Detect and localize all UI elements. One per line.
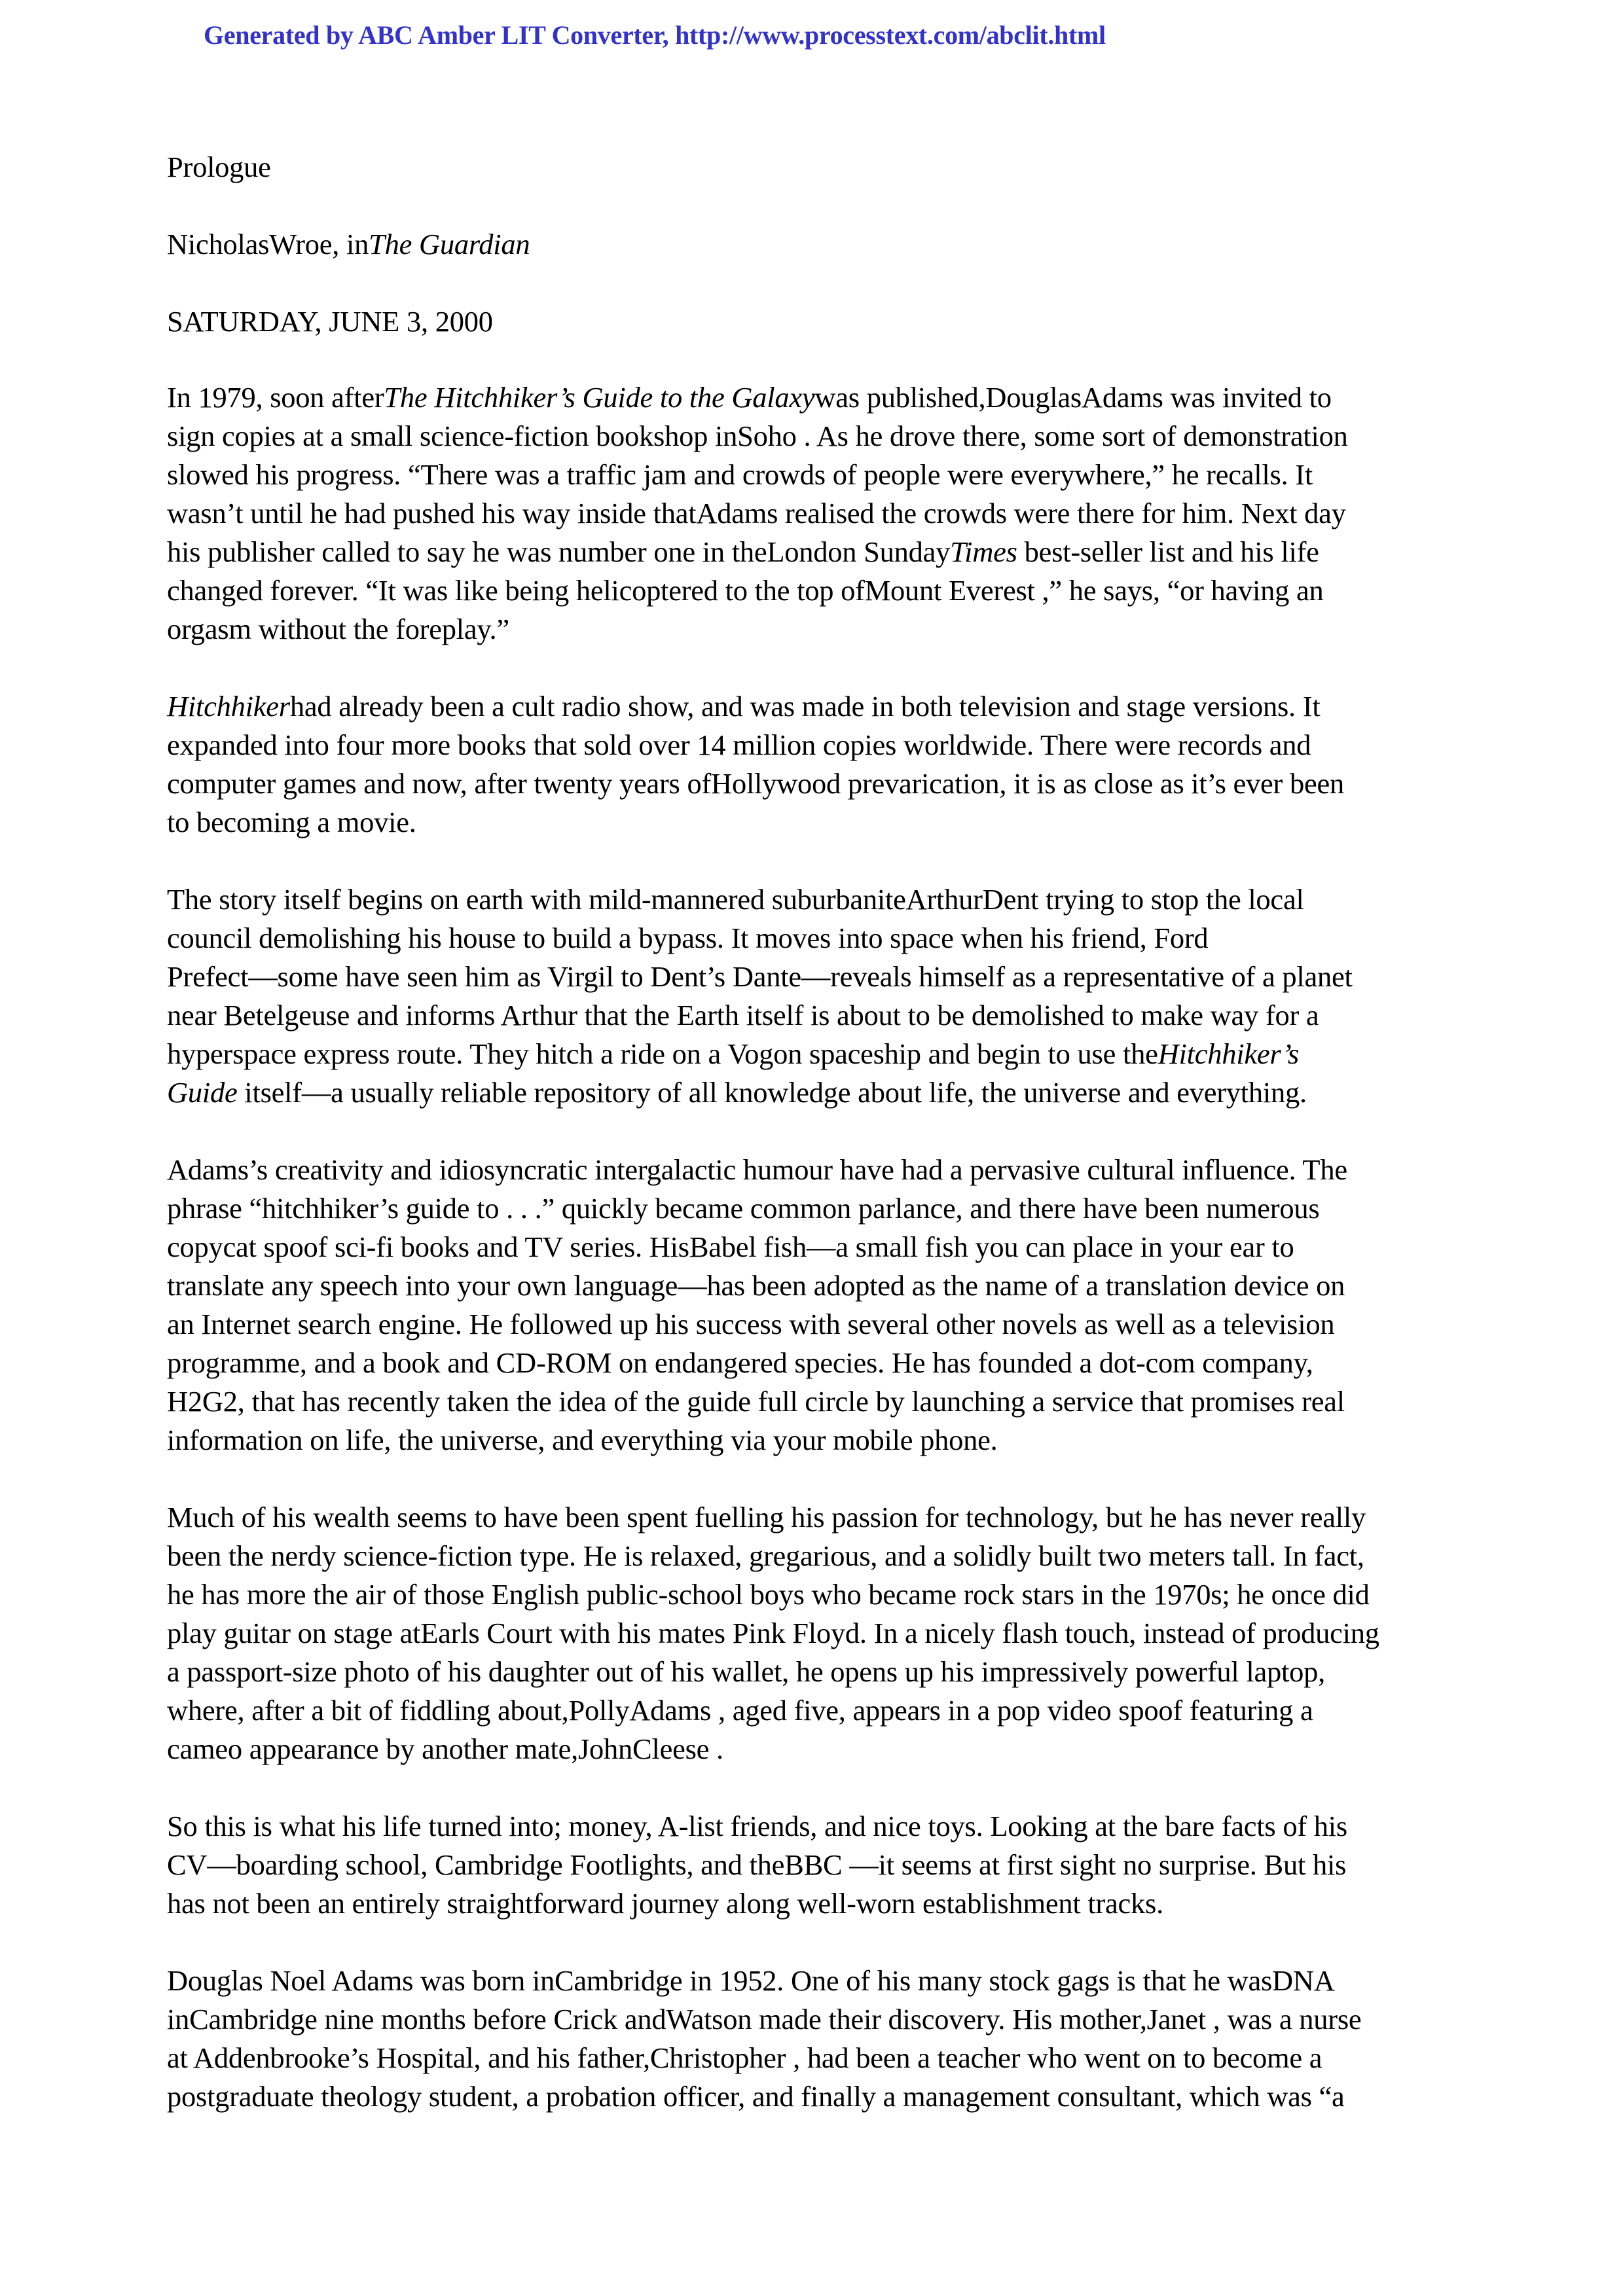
text-line — [167, 2000, 1476, 2039]
text-run: itself—a usually reliable repository of all knowledge about life, the universe and everything. — [237, 1076, 1307, 1109]
text-line — [167, 1189, 1476, 1228]
text-run: In 1979, soon after — [167, 381, 384, 414]
text-line — [167, 996, 1476, 1035]
text-line — [167, 1421, 1476, 1460]
text-run: council demolishing his house to build a bypass. It moves into space when his friend, Ford — [167, 922, 1209, 954]
text-run: at Addenbrooke’s Hospital, and his father,Christopher , had been a teacher who went on to become a — [167, 2041, 1322, 2074]
text-line — [167, 610, 1476, 649]
chapter-title: Prologue — [167, 151, 271, 183]
publication-date: SATURDAY, JUNE 3, 2000 — [167, 305, 493, 338]
text-line — [167, 803, 1476, 842]
text-line — [167, 1498, 1476, 1537]
text-line — [167, 2077, 1476, 2116]
text-run: a passport-size photo of his daughter out of his wallet, he opens up his impressively powerful laptop, — [167, 1655, 1325, 1688]
text-line — [167, 1730, 1476, 1768]
text-line — [167, 1614, 1476, 1653]
text-line — [167, 1344, 1476, 1382]
byline-author: NicholasWroe, in — [167, 228, 369, 260]
text-run: an Internet search engine. He followed up his success with several other novels as well as a television — [167, 1308, 1335, 1340]
text-run: phrase “hitchhiker’s guide to . . .” quickly became common parlance, and there have been numerous — [167, 1192, 1320, 1225]
text-line — [167, 533, 1476, 571]
text-line — [167, 1305, 1476, 1344]
text-run: programme, and a book and CD-ROM on endangered species. He has founded a dot-com company, — [167, 1346, 1313, 1379]
text-line — [167, 2039, 1476, 2077]
text-run: he has more the air of those English public-school boys who became rock stars in the 1970s; he once did — [167, 1578, 1370, 1611]
text-run: sign copies at a small science-fiction bookshop inSoho . As he drove there, some sort of demonstration — [167, 420, 1348, 452]
text-line — [167, 1884, 1476, 1923]
text-line — [167, 1382, 1476, 1421]
text-line — [167, 417, 1476, 456]
text-line — [167, 1228, 1476, 1266]
text-run: slowed his progress. “There was a traffic jam and crowds of people were everywhere,” he recalls. It — [167, 458, 1313, 491]
byline — [167, 225, 1476, 264]
text-line — [167, 958, 1476, 996]
text-run: orgasm without the foreplay.” — [167, 613, 509, 645]
text-run: cameo appearance by another mate,JohnCleese . — [167, 1732, 723, 1765]
text-run: Much of his wealth seems to have been spent fuelling his passion for technology, but he has never really — [167, 1501, 1366, 1534]
italic-title-text: Guide — [167, 1076, 238, 1109]
text-line — [167, 1653, 1476, 1691]
italic-title-text: Hitchhiker — [167, 690, 290, 723]
text-run: where, after a bit of fiddling about,PollyAdams , aged five, appears in a pop video spoof featuring a — [167, 1694, 1313, 1727]
text-run: his publisher called to say he was number one in theLondon Sunday — [167, 535, 951, 568]
italic-title-text: Times — [950, 535, 1017, 568]
italic-title-text: Hitchhiker’s — [1158, 1037, 1299, 1070]
text-line — [167, 919, 1476, 958]
article-paragraphs — [167, 378, 1476, 2116]
text-line — [167, 1575, 1476, 1614]
text-run: So this is what his life turned into; money, A-list friends, and nice toys. Looking at the bare facts of his — [167, 1810, 1347, 1842]
text-line — [167, 456, 1476, 494]
text-line — [167, 1151, 1476, 1189]
text-run: computer games and now, after twenty years ofHollywood prevarication, it is as close as it’s ever been — [167, 767, 1345, 800]
body-paragraph — [167, 378, 1476, 649]
text-line — [167, 1266, 1476, 1305]
text-line — [167, 1035, 1476, 1073]
text-run: expanded into four more books that sold over 14 million copies worldwide. There were records and — [167, 728, 1311, 761]
text-line — [167, 1807, 1476, 1846]
text-run: copycat spoof sci-fi books and TV series. HisBabel fish—a small fish you can place in your ear to — [167, 1230, 1294, 1263]
body-paragraph — [167, 1151, 1476, 1460]
text-line — [167, 687, 1476, 726]
text-line — [167, 1691, 1476, 1730]
text-run: was published,DouglasAdams was invited to — [814, 381, 1332, 414]
text-run: wasn’t until he had pushed his way inside thatAdams realised the crowds were there for him. Next day — [167, 497, 1346, 529]
text-line — [167, 494, 1476, 533]
text-run: H2G2, that has recently taken the idea of the guide full circle by launching a service that promises real — [167, 1385, 1345, 1418]
body-paragraph — [167, 1962, 1476, 2116]
text-run: CV—boarding school, Cambridge Footlights, and theBBC —it seems at first sight no surprise. But his — [167, 1848, 1347, 1881]
text-line — [167, 880, 1476, 919]
text-run: Prefect—some have seen him as Virgil to Dent’s Dante—reveals himself as a representative of a planet — [167, 960, 1353, 993]
text-line — [167, 378, 1476, 417]
text-run: translate any speech into your own language—has been adopted as the name of a translation device on — [167, 1269, 1345, 1302]
text-line — [167, 571, 1476, 610]
text-run: hyperspace express route. They hitch a ride on a Vogon spaceship and begin to use the — [167, 1037, 1158, 1070]
text-run: changed forever. “It was like being helicoptered to the top ofMount Everest ,” he says, “or having an — [167, 574, 1324, 607]
text-line — [167, 1846, 1476, 1884]
body-paragraph — [167, 1807, 1476, 1923]
text-run: to becoming a movie. — [167, 806, 416, 838]
document-body — [167, 148, 1476, 2155]
converter-banner: Generated by ABC Amber LIT Converter, http://www.processtext.com/abclit.html — [204, 20, 1106, 50]
italic-title-text: The Hitchhiker’s Guide to the Galaxy — [384, 381, 815, 414]
text-run: The story itself begins on earth with mild-mannered suburbaniteArthurDent trying to stop the local — [167, 883, 1304, 916]
body-paragraph — [167, 880, 1476, 1112]
text-run: inCambridge nine months before Crick andWatson made their discovery. His mother,Janet , was a nurse — [167, 2003, 1362, 2036]
text-line — [167, 726, 1476, 764]
text-run: Adams’s creativity and idiosyncratic intergalactic humour have had a pervasive cultural influence. The — [167, 1153, 1347, 1186]
byline-publication: The Guardian — [369, 228, 530, 260]
text-line — [167, 1962, 1476, 2000]
body-paragraph — [167, 687, 1476, 842]
text-run: near Betelgeuse and informs Arthur that the Earth itself is about to be demolished to make way for a — [167, 999, 1319, 1031]
text-line — [167, 1073, 1476, 1112]
text-run: best-seller list and his life — [1017, 535, 1319, 568]
text-run: information on life, the universe, and everything via your mobile phone. — [167, 1424, 998, 1456]
text-run: play guitar on stage atEarls Court with his mates Pink Floyd. In a nicely flash touch, instead of producing — [167, 1617, 1379, 1649]
text-line — [167, 764, 1476, 803]
text-run: Douglas Noel Adams was born inCambridge in 1952. One of his many stock gags is that he wasDNA — [167, 1964, 1335, 1997]
text-run: has not been an entirely straightforward journey along well-worn establishment tracks. — [167, 1887, 1163, 1920]
text-run: been the nerdy science-fiction type. He is relaxed, gregarious, and a solidly built two meters tall. In fact, — [167, 1539, 1364, 1572]
text-run: had already been a cult radio show, and was made in both television and stage versions. It — [289, 690, 1321, 723]
text-run: postgraduate theology student, a probation officer, and finally a management consultant, which was “a — [167, 2080, 1345, 2113]
text-line — [167, 1537, 1476, 1575]
body-paragraph — [167, 1498, 1476, 1768]
